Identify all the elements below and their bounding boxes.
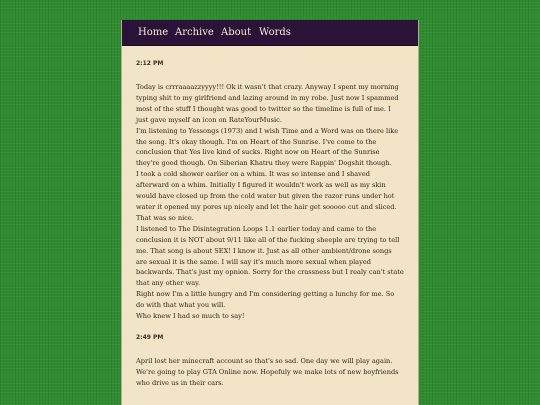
post-entry [136, 60, 410, 322]
nav-archive-link[interactable]: Archive [175, 27, 214, 38]
post-line: water it opened my pores up nicely and let the hair get sooooo cut and sliced. [136, 202, 397, 211]
post-line: they're good though. On Siberian Khatru they were Rappin' Dogshit though. [136, 159, 392, 168]
post-line: I took a cold shower earlier on a whim. It was so intense and I shaved [136, 170, 371, 179]
post-line: typing shit to my girlfriend and lazing around in my robe. Just now I spammed [136, 93, 399, 102]
post-line: We're going to play GTA Online now. Hopefuly we make lots of new boyfriends [136, 367, 399, 376]
post-timestamp: 2:49 PM [136, 333, 164, 341]
post-line: Today is crrraaaazzyyyy!!! Ok it wasn't that crazy. Anyway I spent my morning [136, 83, 399, 91]
nav-about-link[interactable]: About [221, 27, 252, 38]
post-entry [136, 334, 410, 389]
post-line: Who knew I had so much to say! [136, 312, 245, 321]
post-line: are sexual it is the same. I will say it's much more sexual when played [136, 257, 371, 266]
post-list [136, 60, 410, 401]
post-line: afterward on a whim. Initially I figured it wouldn't work as well as my skin [136, 181, 386, 190]
post-line: backwards. That's just my opnion. Sorry for the crassness but I realy can't state [136, 268, 404, 277]
post-line: most of the stuff I thought was good to twitter so the timeline is full of me. I [136, 104, 391, 113]
post-line: that any other way. [136, 279, 201, 288]
post-line: I listened to The Disintegration Loops 1.1 earlier today and came to the [136, 224, 377, 233]
nav-words-link[interactable]: Words [259, 27, 291, 38]
post-line: That was so nice. [136, 213, 194, 222]
post-line: conclusion it is NOT about 9/11 like all of the fucking sheeple are trying to tell [136, 235, 400, 244]
post-line: who drive us in their cars. [136, 378, 224, 387]
post-line: conclusion that Yes live kind of sucks. Right now on Heart of the Sunrise [136, 148, 380, 157]
blog-frame [121, 20, 419, 405]
post-timestamp: 2:12 PM [136, 60, 164, 67]
post-line: do with that what you will. [136, 301, 226, 310]
post-line: Right now I'm a little hungry and I'm considering getting a lunchy for me. So [136, 290, 395, 299]
post-line: just gave myself an icon on RateYourMusic. [136, 115, 282, 124]
top-nav [122, 20, 418, 46]
post-line: the song. It's okay though. I'm on Heart of the Sunrise. I've come to the [136, 137, 377, 146]
post-line: would have closed up from the cold water but given the razor runs under hot [136, 192, 395, 201]
post-line: April lost her minecraft account so that's so sad. One day we will play again. [136, 356, 393, 365]
post-line: I'm listening to Yessongs (1973) and I wish Time and a Word was on there like [136, 126, 399, 135]
post-line: me. That song is about SEX! I know it. Just as all other ambient/drone songs [136, 246, 392, 255]
nav-home-link[interactable]: Home [138, 27, 169, 38]
